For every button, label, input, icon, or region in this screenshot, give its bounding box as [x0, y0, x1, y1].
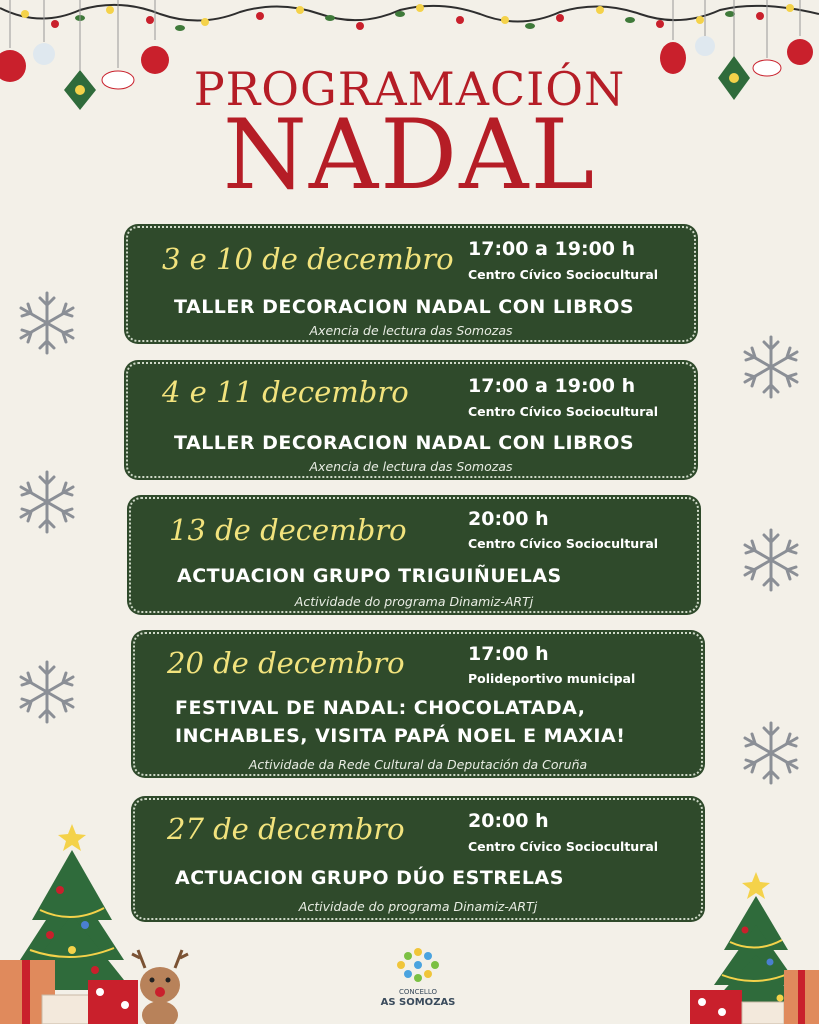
snowflake-icon: [736, 332, 806, 402]
event-place: Centro Cívico Sociocultural: [468, 404, 659, 419]
event-title: TALLER DECORACION NADAL CON LIBROS: [174, 296, 635, 318]
event-date: 20 de decembro: [167, 646, 405, 680]
event-title-line2: INCHABLES, VISITA PAPÁ NOEL E MAXIA!: [175, 725, 626, 747]
snowflake-icon: [12, 657, 82, 727]
event-place: Centro Cívico Sociocultural: [468, 267, 659, 282]
event-organizer: Actividade da Rede Cultural da Deputación da Coruña: [248, 757, 588, 772]
snowflake-icon: [736, 525, 806, 595]
event-card-4: [131, 630, 705, 778]
logo-line1: CONCELLO: [398, 988, 437, 996]
title-line1: PROGRAMACIÓN: [193, 62, 626, 116]
christmas-tree-right-illustration: [690, 870, 819, 1024]
event-date: 4 e 11 decembro: [162, 375, 409, 409]
event-card-3: [127, 495, 701, 615]
event-time: 17:00 h: [468, 643, 549, 665]
event-title: ACTUACION GRUPO DÚO ESTRELAS: [175, 867, 564, 889]
event-card-5: [131, 796, 705, 922]
event-organizer: Actividade do programa Dinamiz-ARTj: [298, 899, 538, 914]
event-card-2: [124, 360, 698, 480]
event-organizer: Axencia de lectura das Somozas: [309, 323, 513, 338]
snowflake-icon: [12, 467, 82, 537]
event-date: 13 de decembro: [169, 513, 407, 547]
event-time: 17:00 a 19:00 h: [468, 375, 636, 397]
event-time: 17:00 a 19:00 h: [468, 238, 636, 260]
event-title: ACTUACION GRUPO TRIGUIÑUELAS: [177, 565, 562, 587]
concello-logo-icon: [389, 944, 447, 986]
event-time: 20:00 h: [468, 810, 549, 832]
snowflake-icon: [12, 288, 82, 358]
snowflake-icon: [736, 718, 806, 788]
event-place: Centro Cívico Sociocultural: [468, 536, 659, 551]
event-date: 27 de decembro: [167, 812, 405, 846]
event-title-line1: FESTIVAL DE NADAL: CHOCOLATADA,: [175, 697, 586, 719]
christmas-tree-left-illustration: [0, 820, 200, 1024]
event-time: 20:00 h: [468, 508, 549, 530]
logo-line2: AS SOMOZAS: [380, 997, 456, 1008]
event-place: Centro Cívico Sociocultural: [468, 839, 659, 854]
event-card-1: [124, 224, 698, 344]
event-organizer: Actividade do programa Dinamiz-ARTj: [294, 594, 534, 609]
event-date: 3 e 10 de decembro: [162, 242, 454, 276]
page-title: NADAL: [222, 99, 597, 211]
event-organizer: Axencia de lectura das Somozas: [309, 459, 513, 474]
event-place: Polideportivo municipal: [468, 671, 636, 686]
event-title: TALLER DECORACION NADAL CON LIBROS: [174, 432, 635, 454]
